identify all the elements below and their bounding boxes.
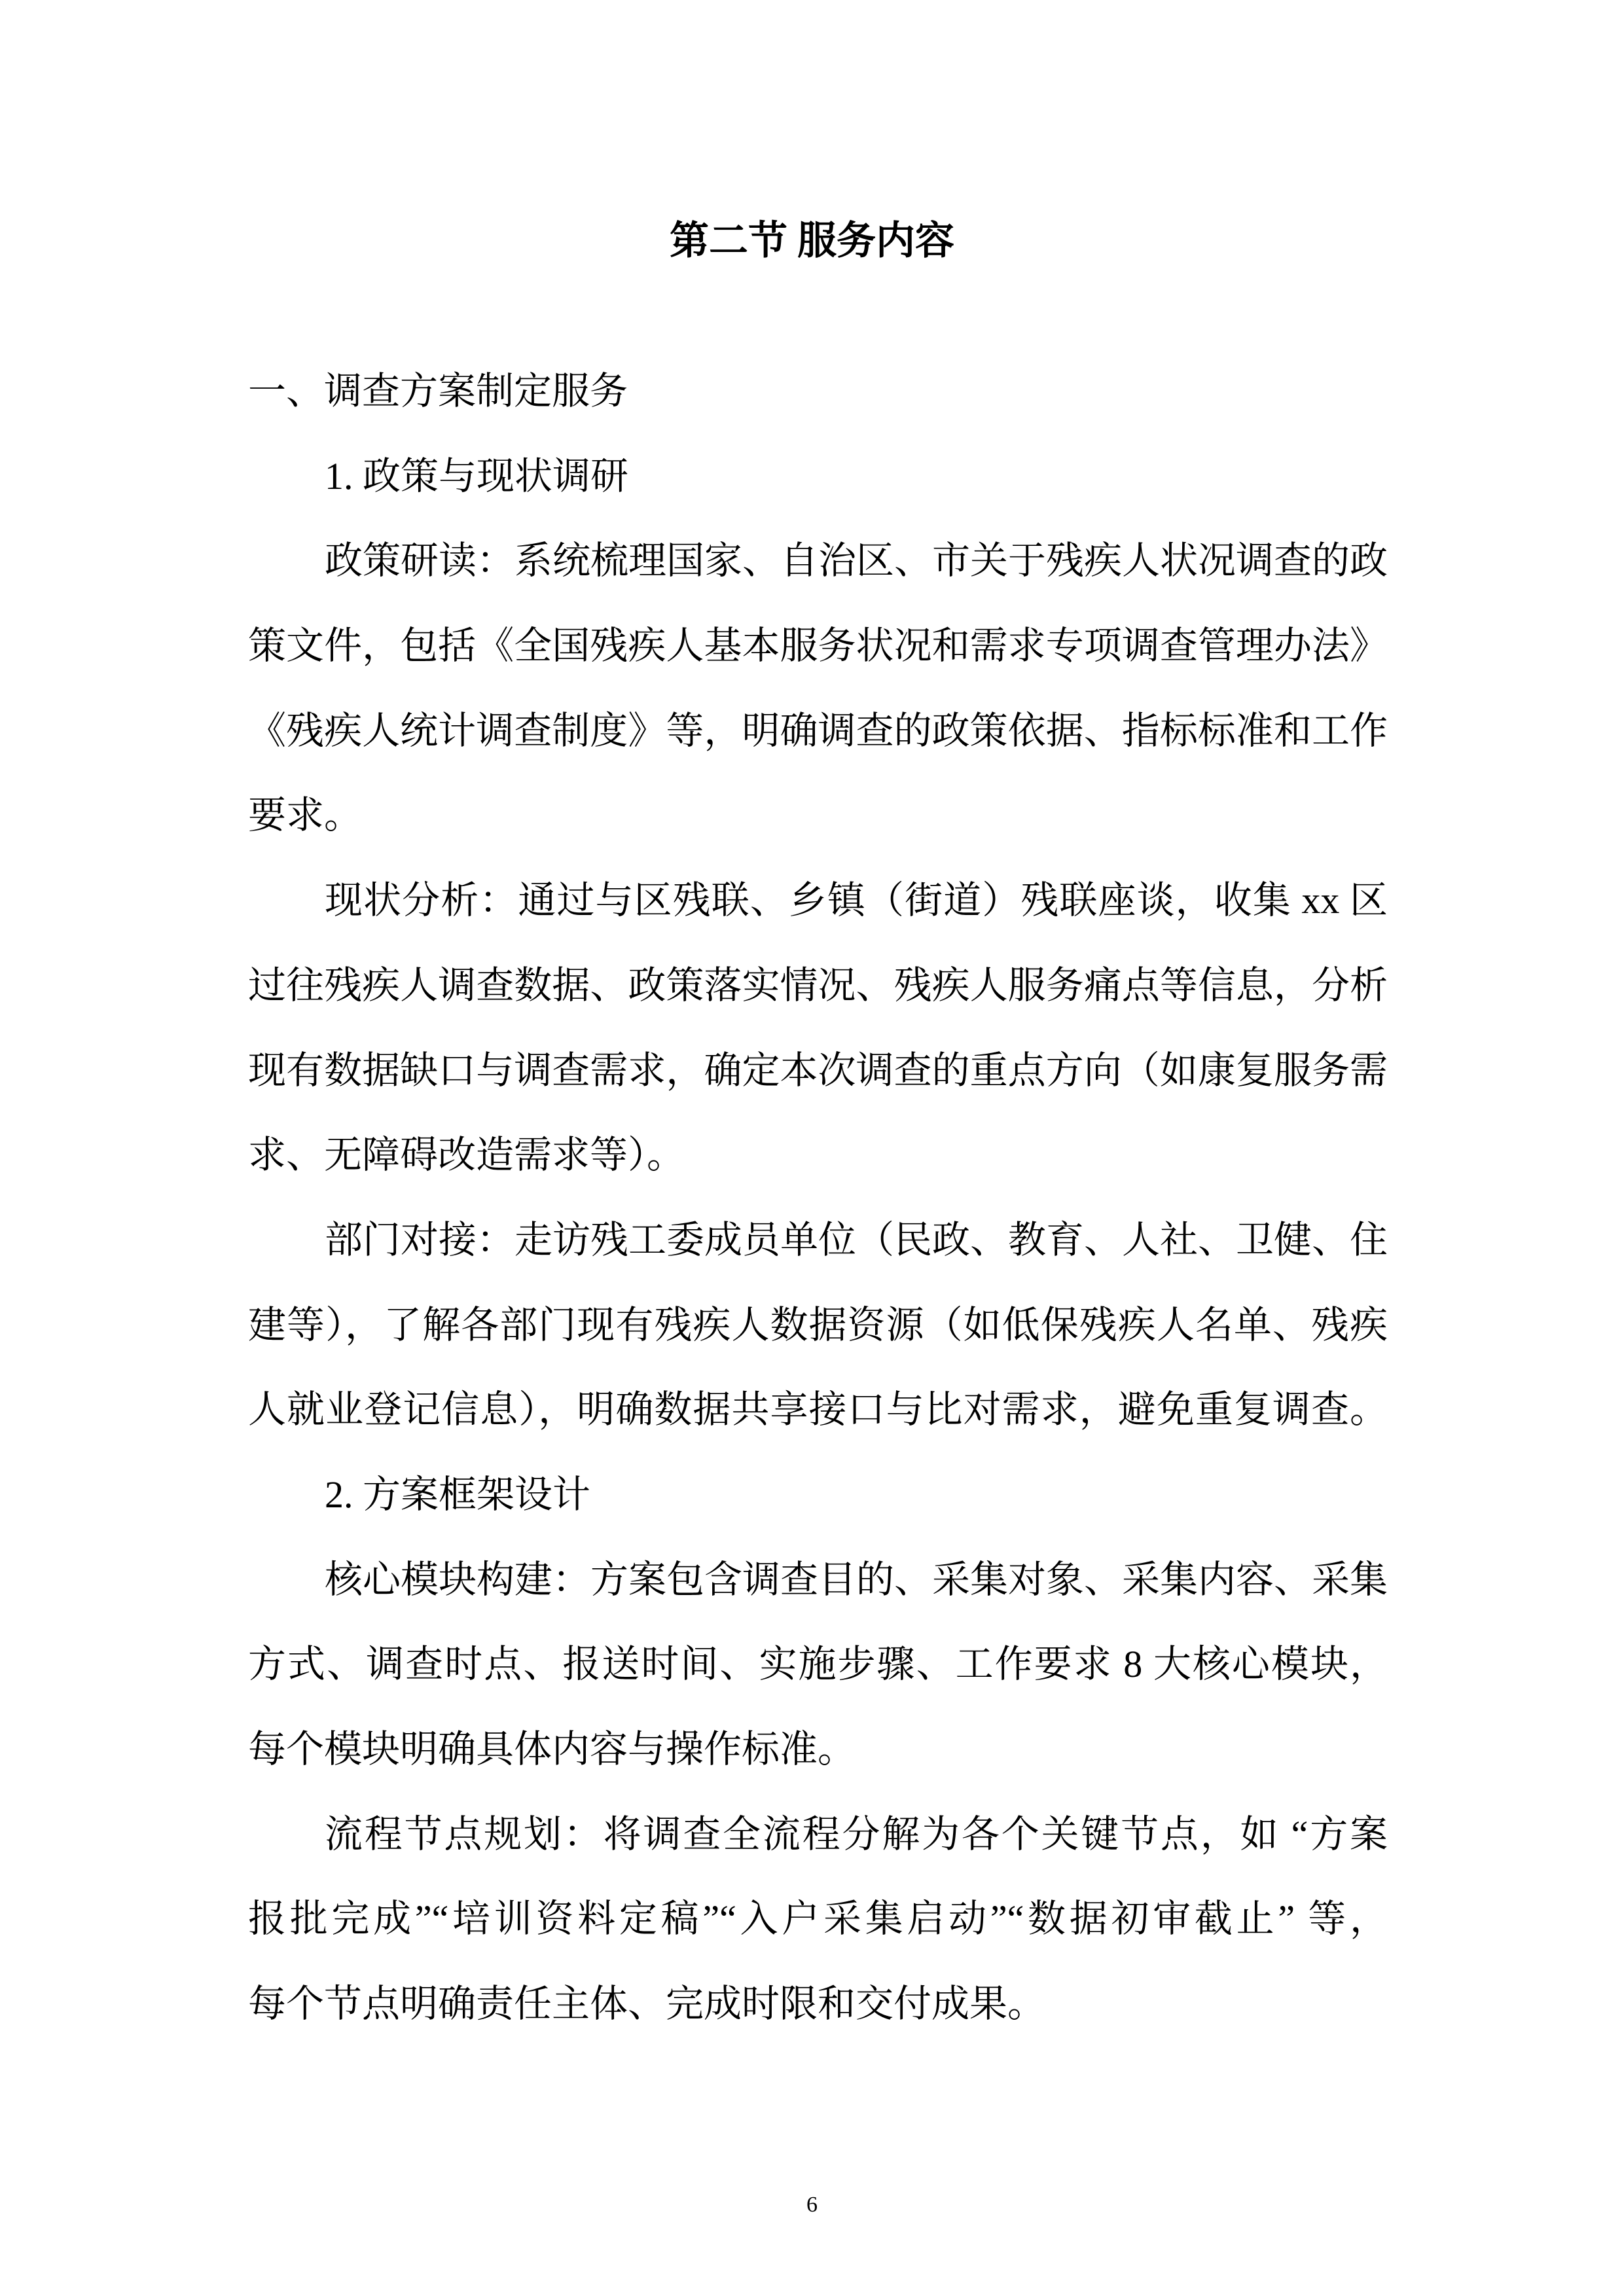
subheading: 1. 政策与现状调研 [325,454,629,497]
heading: 一、调查方案制定服务 [248,370,628,412]
paragraph-line: 建等），了解各部门现有残疾人数据资源（如低保残疾人名单、残疾 [248,1303,1388,1346]
paragraph-line: 流程节点规划：将调查全流程分解为各个关键节点，如 “方案 [325,1812,1388,1856]
paragraph-line: 核心模块构建：方案包含调查目的、采集对象、采集内容、采集 [325,1558,1388,1601]
page-number: 6 [806,2193,818,2217]
paragraph-line: 要求。 [248,794,363,837]
document-body [248,349,1388,2047]
subheading: 2. 方案框架设计 [325,1473,591,1516]
paragraph-line: 现状分析：通过与区残联、乡镇（街道）残联座谈，收集 xx 区 [325,879,1388,922]
paragraph-line: 每个节点明确责任主体、完成时限和交付成果。 [248,1982,1046,2026]
paragraph-line: 策文件，包括《全国残疾人基本服务状况和需求专项调查管理办法》 [248,624,1388,668]
paragraph-line: 求、无障碍改造需求等）。 [248,1134,685,1177]
paragraph-line: 政策研读：系统梳理国家、自治区、市关于残疾人状况调查的政 [325,539,1388,583]
paragraph-line: 现有数据缺口与调查需求，确定本次调查的重点方向（如康复服务需 [248,1049,1388,1092]
section-title: 第二节 服务内容 [670,219,954,262]
paragraph-line: 人就业登记信息），明确数据共享接口与比对需求，避免重复调查。 [248,1388,1388,1431]
paragraph-line: 《残疾人统计调查制度》等，明确调查的政策依据、指标标准和工作 [248,709,1388,752]
paragraph-line: 部门对接：走访残工委成员单位（民政、教育、人社、卫健、住 [325,1218,1388,1261]
paragraph-line: 每个模块明确具体内容与操作标准。 [248,1728,856,1770]
paragraph-line: 过往残疾人调查数据、政策落实情况、残疾人服务痛点等信息，分析 [248,963,1388,1007]
paragraph-line: 方式、调查时点、报送时间、实施步骤、工作要求 8 大核心模块， [248,1643,1388,1686]
paragraph-line: 报批完成”“培训资料定稿”“入户采集启动”“数据初审截止” 等， [248,1897,1388,1941]
